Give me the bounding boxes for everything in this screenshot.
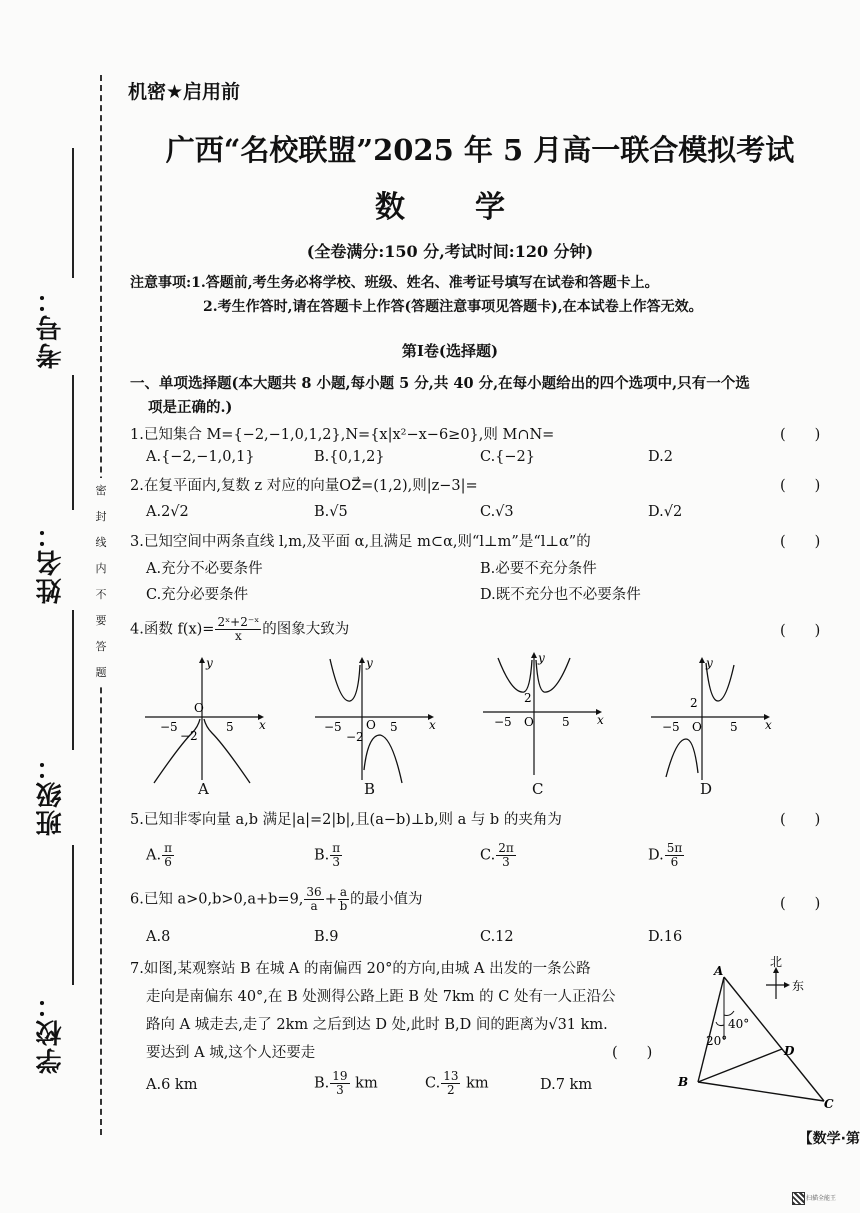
q7-point-a: A (714, 964, 724, 978)
q3-option-a: A.充分不必要条件 (146, 561, 263, 577)
q4-graph-b-label: B (364, 780, 376, 798)
q7-line-4: 要达到 A 城,这个人还要走 (146, 1045, 316, 1061)
q4-graph-c (478, 650, 608, 780)
q7-answer-paren: ( ) (612, 1045, 653, 1061)
q7-option-b: B. $\frac{19}{3}$ km (314, 1069, 378, 1097)
q7-option-a: A.6 km (146, 1077, 198, 1093)
q2-option-a: A.2√2 (146, 504, 189, 520)
q2-option-c: C.√3 (480, 504, 514, 520)
q5-option-c: C. $\frac{2\pi}{3}$ (480, 841, 514, 869)
q4-a-pos5: 5 (226, 720, 234, 734)
q3-stem: 3.已知空间中两条直线 l,m,及平面 α,且满足 m⊂α,则“l⊥m”是“l⊥α”的 (130, 534, 591, 550)
notice-line-2: 2.考生作答时,请在答题卡上作答(答题注意事项见答题卡),在本试卷上作答无效。 (203, 299, 703, 315)
seal-text: 密封线内不要答题 (92, 478, 110, 686)
binding-line-4 (72, 845, 74, 985)
exam-meta: (全卷满分:150 分,考试时间:120 分钟) (306, 242, 594, 261)
q4-d-origin: O (692, 720, 702, 734)
page-footer: 【数学·第 (798, 1131, 860, 1147)
q6-stem: 6.已知 a>0,b>0,a+b=9, $\frac{36}{a}$ + $\frac{a}{b}$ 的最小值为 (130, 885, 423, 913)
q4-d-pos5: 5 (730, 720, 738, 734)
q4-graph-a-label: A (198, 780, 209, 798)
binding-line-3 (72, 610, 74, 750)
q1-option-b: B.{0,1,2} (314, 449, 385, 465)
q4-c-pos2: 2 (524, 691, 532, 705)
q6-answer-paren: ( ) (780, 896, 821, 912)
q4-c-origin: O (524, 715, 534, 729)
q4-suffix: 的图象大致为 (262, 621, 350, 638)
q4-numerator: 2ˣ+2⁻ˣ (217, 615, 260, 629)
q1-option-d: D.2 (648, 449, 673, 465)
q2-option-d: D.√2 (648, 504, 683, 520)
q7-option-c: C. $\frac{13}{2}$ km (425, 1069, 489, 1097)
q6-option-a: A.8 (146, 929, 171, 945)
q4-a-x-label: x (259, 718, 266, 732)
q4-prefix: 4.函数 f(x)= (130, 621, 215, 638)
q1-answer-paren: ( ) (780, 427, 821, 443)
secret-label: 机密★启用前 (128, 81, 241, 103)
label-name: 姓名： (36, 520, 66, 604)
q4-stem (130, 616, 349, 643)
notice-label: 注意事项: (130, 275, 192, 291)
q6-option-d: D.16 (648, 929, 683, 945)
q7-line-1: 7.如图,某观察站 B 在城 A 的南偏西 20°的方向,由城 A 出发的一条公路 (130, 961, 591, 977)
label-class: 班级： (36, 752, 66, 836)
q4-b-x-label: x (429, 718, 436, 732)
q4-graph-d-label: D (700, 780, 713, 798)
q4-a-origin: O (194, 701, 204, 715)
q4-d-neg5: −5 (662, 720, 680, 734)
q7-angle-40: 40° (728, 1017, 750, 1031)
q5-option-d: D. $\frac{5\pi}{6}$ (648, 841, 683, 869)
q4-graph-c-label: C (532, 780, 544, 798)
q1-stem: 1.已知集合 M={−2,−1,0,1,2},N={x|x²−x−6≥0},则 M∩N= (130, 427, 555, 443)
label-exam-number: 考号： (36, 285, 66, 369)
q7-line-2: 走向是南偏东 40°,在 B 处测得公路上距 B 处 7km 的 C 处有一人正沿公 (146, 989, 616, 1005)
q5-stem: 5.已知非零向量 a,b 满足|a|=2|b|,且(a−b)⊥b,则 a 与 b 的夹角为 (130, 812, 562, 828)
q2-option-b: B.√5 (314, 504, 348, 520)
q3-option-b: B.必要不充分条件 (480, 561, 597, 577)
q6-option-b: B.9 (314, 929, 339, 945)
q4-a-neg2: −2 (180, 729, 198, 743)
q4-graph-d (646, 655, 776, 785)
part-title: 第Ⅰ卷(选择题) (401, 342, 499, 360)
q4-answer-paren: ( ) (780, 623, 821, 639)
q6-fraction-1: $\frac{36}{a}$ (306, 885, 322, 913)
q7-line-3: 路向 A 城走去,走了 2km 之后到达 D 处,此时 B,D 间的距离为√31 km. (146, 1017, 608, 1033)
q4-b-origin: O (366, 718, 376, 732)
notice-1: 1.答题前,考生务必将学校、班级、姓名、准考证号填写在试卷和答题卡上。 (191, 275, 659, 291)
q4-b-neg2: −2 (346, 730, 364, 744)
q3-option-d: D.既不充分也不必要条件 (480, 587, 641, 603)
q5-option-b: B. $\frac{\pi}{3}$ (314, 841, 341, 869)
label-school: 学校： (36, 990, 66, 1074)
q5-answer-paren: ( ) (780, 812, 821, 828)
subject-title: 数 学 (375, 190, 525, 225)
q4-d-x-label: x (765, 718, 772, 732)
q6-option-c: C.12 (480, 929, 514, 945)
q2-answer-paren: ( ) (780, 478, 821, 494)
q4-b-y-label: y (366, 656, 373, 670)
q7-compass-east: 东 (792, 979, 805, 993)
q4-c-x-label: x (597, 713, 604, 727)
q4-a-y-label: y (206, 656, 213, 670)
binding-line-2 (72, 375, 74, 510)
q4-b-pos5: 5 (390, 720, 398, 734)
q4-denominator: x (234, 629, 242, 643)
q7-figure (672, 955, 837, 1110)
q3-answer-paren: ( ) (780, 534, 821, 550)
q4-c-y-label: y (538, 651, 545, 665)
q7-point-d: D (784, 1044, 795, 1058)
q4-b-neg5: −5 (324, 720, 342, 734)
q1-option-c: C.{−2} (480, 449, 536, 465)
q6-fraction-2: $\frac{a}{b}$ (339, 885, 348, 913)
q3-option-c: C.充分必要条件 (146, 587, 249, 603)
q4-d-pos2: 2 (690, 696, 698, 710)
q4-c-neg5: −5 (494, 715, 512, 729)
q2-stem: 2.在复平面内,复数 z 对应的向量OZ⃗=(1,2),则|z−3|= (130, 478, 478, 494)
notice-line-1 (130, 272, 659, 292)
q4-c-pos5: 5 (562, 715, 570, 729)
q1-option-a: A.{−2,−1,0,1} (146, 449, 255, 465)
q7-point-b: B (678, 1075, 689, 1089)
scanner-qr-icon (792, 1192, 805, 1205)
q7-compass-north: 北 (770, 955, 783, 969)
exam-title: 广西“名校联盟”2025 年 5 月高一联合模拟考试 (165, 133, 795, 167)
q7-angle-20: 20° (706, 1034, 728, 1048)
q4-a-neg5: −5 (160, 720, 178, 734)
section-line-1: 一、单项选择题(本大题共 8 小题,每小题 5 分,共 40 分,在每小题给出的四个选项中,只有一个选 (130, 375, 750, 392)
q4-graph-a (140, 655, 270, 785)
q4-d-y-label: y (706, 656, 713, 670)
q7-point-c: C (824, 1097, 834, 1110)
q4-graph-b (310, 655, 440, 785)
q5-option-a: A. $\frac{\pi}{6}$ (146, 841, 172, 869)
q4-fraction (215, 616, 261, 643)
section-line-2: 项是正确的.) (148, 399, 233, 416)
q7-option-d: D.7 km (540, 1077, 593, 1093)
scanner-watermark: 扫描全能王 (806, 1195, 837, 1202)
